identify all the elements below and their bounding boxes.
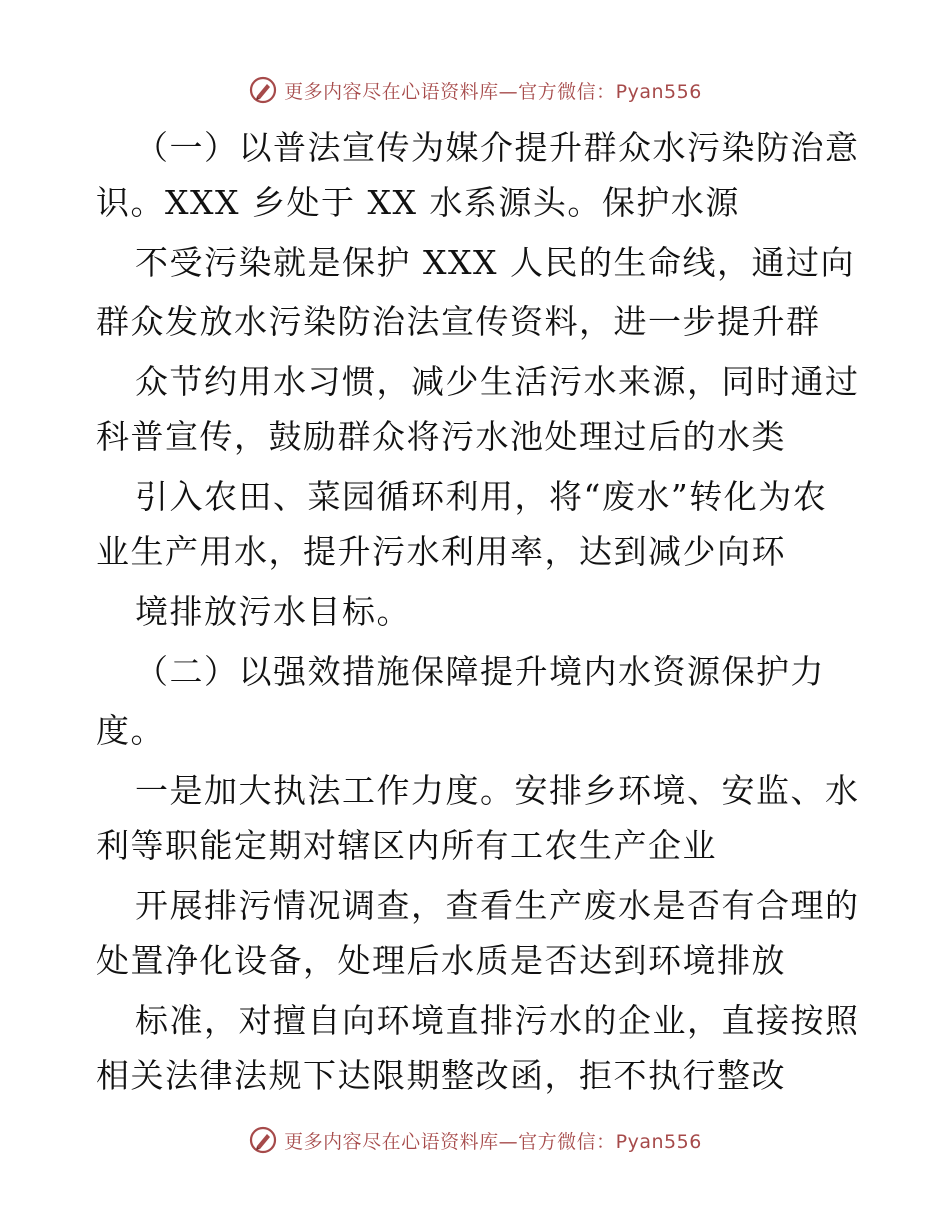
- paragraph-line: 境排放污水目标。: [135, 592, 411, 631]
- paragraph-line: 不受污染就是保护 XXX 人民的生命线，通过向: [135, 243, 855, 282]
- paragraph-line: 标准，对擅自向环境直排污水的企业，直接按照: [135, 1001, 860, 1040]
- pen-logo-icon: [248, 75, 278, 105]
- watermark-text: 更多内容尽在心语资料库—官方微信：Pyan556: [284, 80, 702, 103]
- pen-logo-icon: [248, 1125, 278, 1155]
- section-heading-line: 度。: [96, 711, 165, 750]
- paragraph-line: 众节约用水习惯，减少生活污水来源，同时通过: [135, 362, 860, 401]
- footer-watermark: [0, 1120, 950, 1160]
- paragraph-line: 科普宣传，鼓励群众将污水池处理过后的水类: [96, 417, 786, 456]
- paragraph-line: 群众发放水污染防治法宣传资料，进一步提升群: [96, 302, 821, 341]
- paragraph-line: 引入农田、菜园循环利用，将“废水”转化为农: [135, 477, 828, 516]
- paragraph-line: 开展排污情况调查，查看生产废水是否有合理的: [135, 886, 860, 925]
- paragraph-line: 识。XXX 乡处于 XX 水系源头。保护水源: [96, 183, 740, 222]
- paragraph-line: 业生产用水，提升污水利用率，达到减少向环: [96, 532, 786, 571]
- section-heading-line: （二）以强效措施保障提升境内水资源保护力: [135, 652, 825, 691]
- paragraph-line: 相关法律法规下达限期整改函，拒不执行整改: [96, 1056, 786, 1095]
- watermark-text: 更多内容尽在心语资料库—官方微信：Pyan556: [284, 1130, 702, 1153]
- paragraph-line: 一是加大执法工作力度。安排乡环境、安监、水: [135, 771, 860, 810]
- header-watermark: [0, 70, 950, 110]
- paragraph-line: （一）以普法宣传为媒介提升群众水污染防治意: [135, 128, 860, 167]
- paragraph-line: 处置净化设备，处理后水质是否达到环境排放: [96, 941, 786, 980]
- paragraph-line: 利等职能定期对辖区内所有工农生产企业: [96, 826, 717, 865]
